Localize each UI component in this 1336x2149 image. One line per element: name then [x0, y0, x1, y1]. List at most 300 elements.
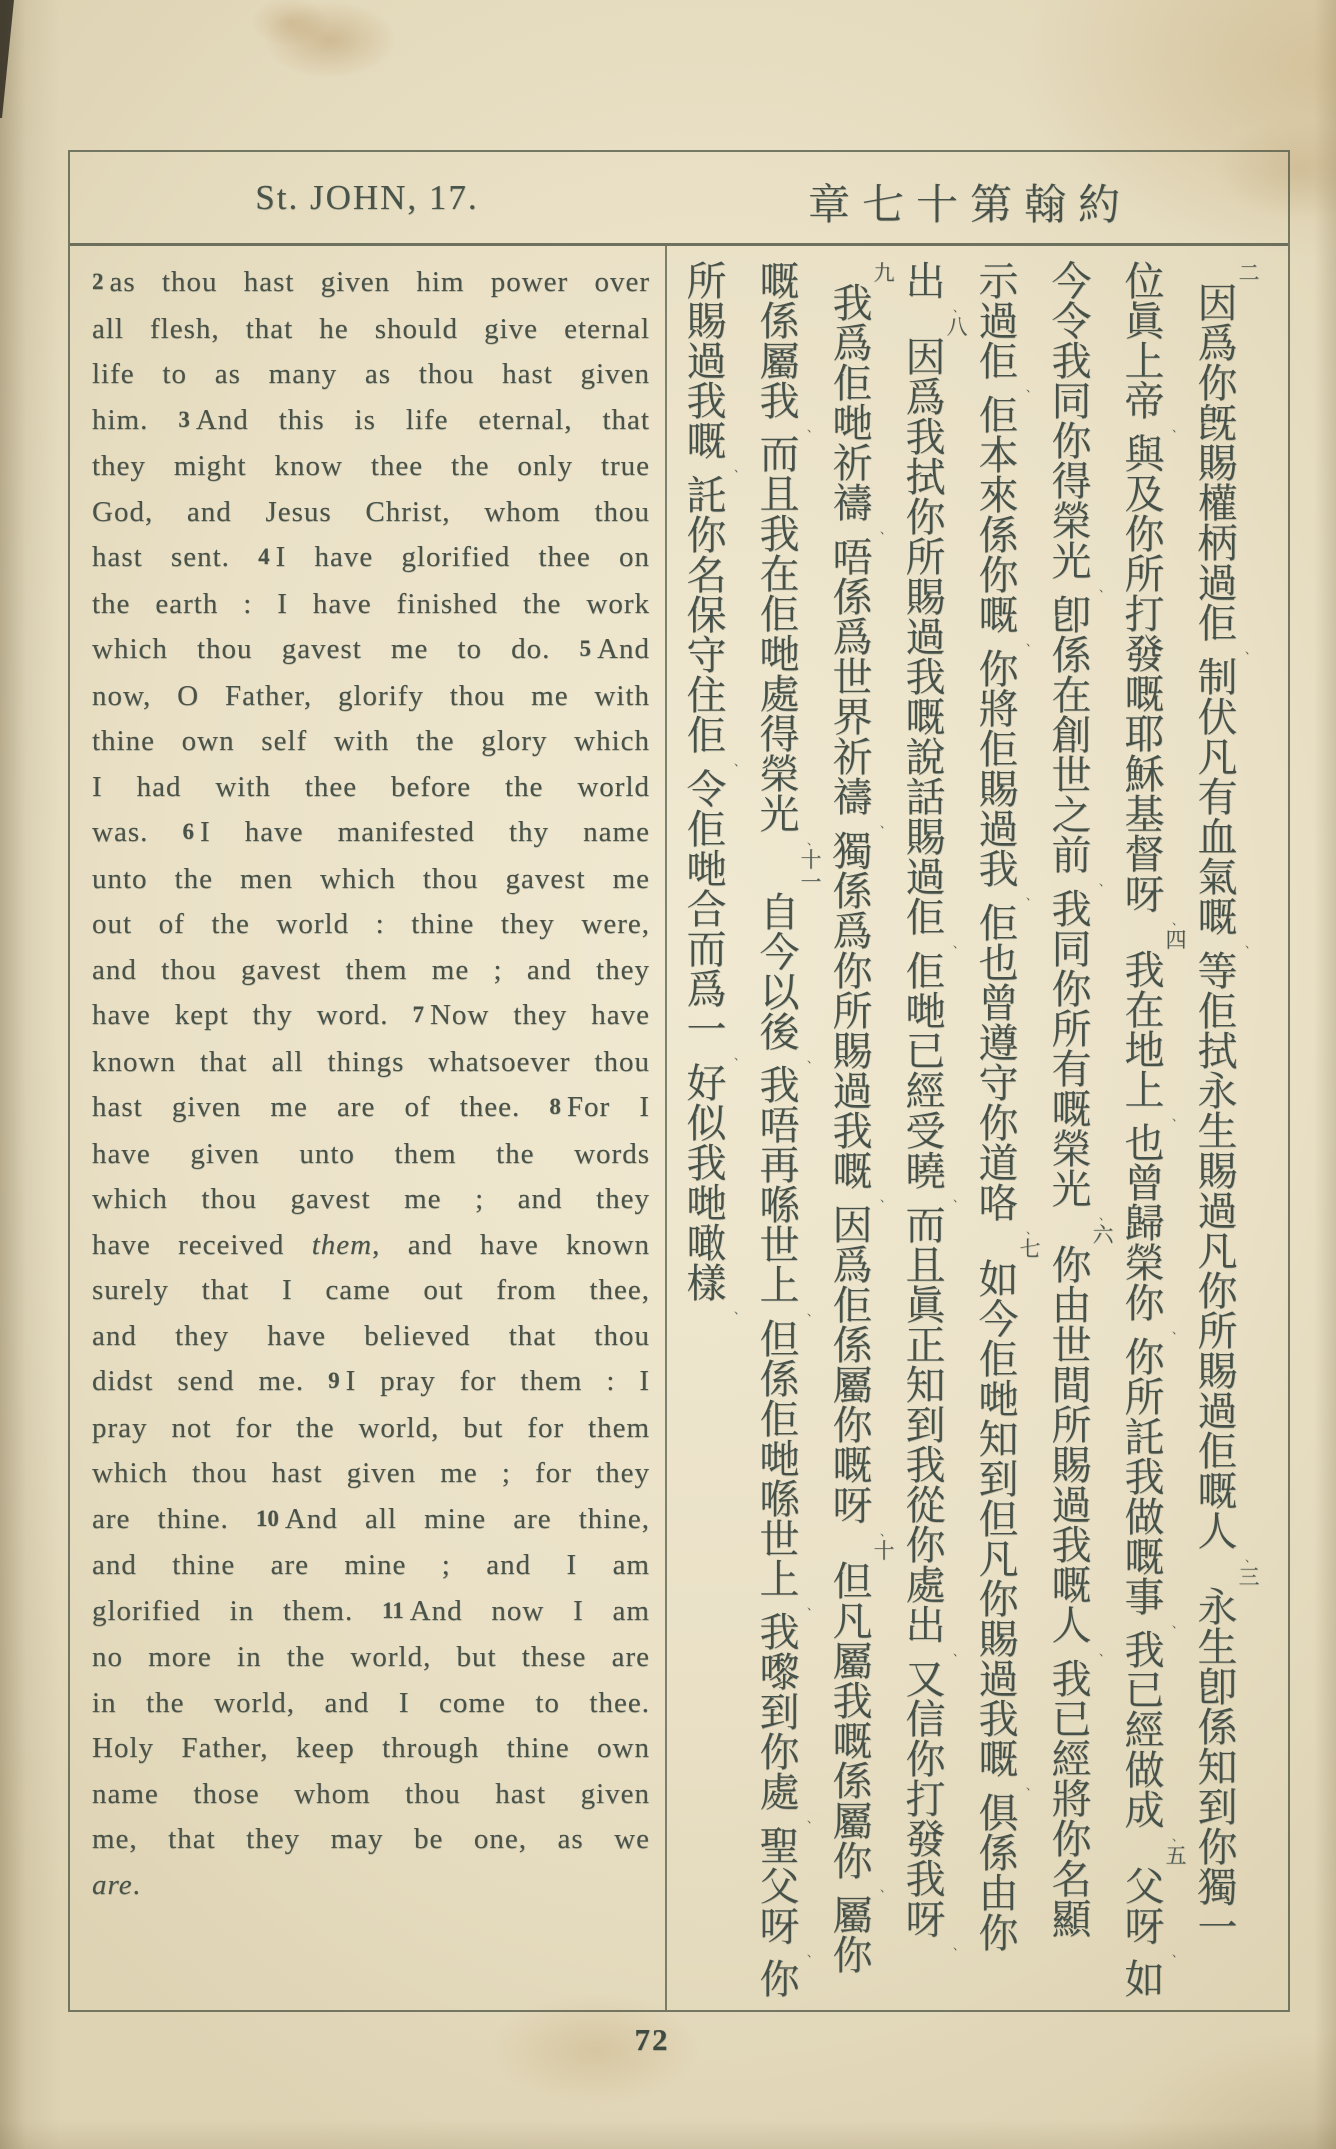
- chinese-character: 哋: [686, 847, 727, 893]
- chinese-character: 伏: [1197, 695, 1238, 741]
- chinese-punctuation: 、: [807, 1945, 818, 1959]
- chinese-character: 之: [1051, 793, 1092, 839]
- chinese-character: 如: [978, 1257, 1019, 1303]
- chinese-character: 好: [686, 1061, 727, 1107]
- chinese-character: 係: [832, 869, 873, 915]
- chinese-character: 屬: [832, 1799, 873, 1845]
- chinese-character: 由: [978, 1871, 1019, 1917]
- chinese-character: 喺: [759, 1476, 800, 1523]
- chinese-character: 住: [686, 673, 727, 719]
- chinese-character: 所: [1051, 1403, 1092, 1449]
- chinese-character: 唔: [832, 535, 873, 581]
- chinese-character: 督: [1124, 832, 1165, 879]
- chinese-character: 嘅: [832, 1719, 873, 1765]
- chinese-character: 過: [1197, 561, 1238, 607]
- chinese-character: 嘅: [978, 593, 1019, 639]
- chinese-character: 我: [686, 1141, 727, 1187]
- chinese-character: 上: [1124, 1067, 1165, 1114]
- chinese-character: 屬: [759, 339, 800, 385]
- chinese-character: 出: [905, 259, 946, 305]
- chinese-punctuation: 、: [1245, 937, 1256, 950]
- chinese-character: 做: [1124, 1748, 1165, 1795]
- chinese-punctuation: 、: [807, 1051, 818, 1065]
- chinese-punctuation: 、: [1099, 875, 1110, 888]
- chinese-character: 光: [759, 792, 800, 839]
- chinese-character: 且: [905, 1243, 946, 1289]
- chinese-column: [1108, 259, 1187, 2003]
- chinese-character: 榮: [759, 752, 800, 799]
- chinese-character: 賜: [1197, 1149, 1238, 1195]
- chinese-character: 我: [1051, 1657, 1092, 1703]
- chinese-character: 所: [1197, 1309, 1238, 1355]
- chinese-character: 我: [905, 655, 946, 701]
- chinese-character: 受: [905, 1109, 946, 1155]
- chinese-character: 曾: [1124, 1161, 1165, 1208]
- verse-text: .: [132, 1868, 141, 1901]
- chinese-character: 佢: [978, 1337, 1019, 1383]
- chinese-character: 我: [1124, 1628, 1165, 1675]
- english-header-title: St. JOHN, 17.: [255, 178, 479, 217]
- chinese-character: 榮: [1051, 1127, 1092, 1173]
- chinese-character: 人: [1197, 1509, 1238, 1555]
- chinese-character: 今: [978, 1297, 1019, 1343]
- chinese-character: 佢: [978, 393, 1019, 439]
- chinese-character: 在: [1124, 987, 1165, 1034]
- chinese-character: 到: [1197, 1785, 1238, 1831]
- chinese-character: 佢: [978, 901, 1019, 947]
- chinese-character: 世: [759, 1516, 800, 1563]
- chinese-character: 耶: [1124, 712, 1165, 759]
- chinese-character: 再: [759, 1143, 800, 1190]
- chinese-punctuation: 、: [807, 834, 818, 848]
- chinese-character: 一: [1197, 1905, 1238, 1951]
- chinese-character: 等: [1197, 949, 1238, 995]
- chinese-character: 屬: [832, 1363, 873, 1409]
- chinese-punctuation: 、: [880, 523, 891, 536]
- chinese-character: 光: [1051, 539, 1092, 585]
- chinese-punctuation: 、: [1099, 1645, 1110, 1658]
- verse-text: I have manifested thy name unto the men which thou gavest me out of the world : thine they were, and thou gavest them me ; and they have kept thy word.: [92, 816, 650, 1031]
- chinese-character: 但: [978, 1497, 1019, 1543]
- chinese-character: 賜: [832, 1029, 873, 1075]
- chinese-character: 嘅: [1051, 1563, 1092, 1609]
- chinese-character: 我: [978, 847, 1019, 893]
- chinese-character: 拭: [1197, 1029, 1238, 1075]
- chinese-character: 發: [905, 1817, 946, 1863]
- chinese-character: 祈: [832, 735, 873, 781]
- chinese-character: 間: [1051, 1363, 1092, 1409]
- chinese-character: 眞: [1124, 299, 1165, 345]
- verse-text: And now I am no more in the world, but these are in the world, and I come to thee. Holy Father, keep through thine own name those whom thou hast given me, that they may be one, as we: [92, 1594, 650, 1855]
- chinese-character: 本: [978, 433, 1019, 479]
- scan-corner-shadow: [0, 0, 16, 118]
- chinese-character: 將: [1051, 1777, 1092, 1823]
- chinese-character: 獨: [1197, 1865, 1238, 1911]
- chinese-character: 因: [832, 1203, 873, 1249]
- chinese-character: 如: [1124, 1956, 1165, 2003]
- chinese-character: 打: [905, 1777, 946, 1823]
- chinese-character: 榮: [1051, 499, 1092, 545]
- chinese-character: 經: [905, 1069, 946, 1115]
- chinese-character: 事: [1124, 1574, 1165, 1621]
- chinese-character: 帝: [1124, 379, 1165, 425]
- chinese-character: 呀: [1124, 872, 1165, 919]
- chinese-column: [962, 259, 1041, 2000]
- chinese-verse-marker: 四: [1165, 927, 1187, 952]
- chinese-character: 嘅: [686, 419, 727, 465]
- chinese-character: 係: [832, 1759, 873, 1805]
- chinese-character: 過: [1051, 1483, 1092, 1529]
- chinese-character: 係: [832, 575, 873, 621]
- chinese-character: 也: [978, 941, 1019, 987]
- chinese-character: 你: [759, 1956, 800, 2003]
- chinese-character: 成: [1124, 1788, 1165, 1835]
- chinese-character: 永: [1197, 1069, 1238, 1115]
- chinese-character: 你: [759, 1730, 800, 1777]
- chinese-character: 過: [686, 339, 727, 385]
- chinese-character: 基: [1124, 792, 1165, 839]
- chinese-character: 禱: [832, 481, 873, 527]
- chinese-character: 世: [1051, 1323, 1092, 1369]
- chinese-character: 嘅: [1197, 895, 1238, 941]
- chinese-character: 唔: [759, 1103, 800, 1150]
- chinese-character: 上: [759, 1556, 800, 1603]
- chinese-character: 佢: [978, 727, 1019, 773]
- chinese-character: 嘅: [978, 1737, 1019, 1783]
- chinese-punctuation: 、: [953, 301, 964, 314]
- chinese-character: 過: [905, 855, 946, 901]
- chinese-character: 制: [1197, 655, 1238, 701]
- chinese-character: 我: [832, 1679, 873, 1725]
- chinese-character: 呀: [1124, 1903, 1165, 1950]
- chinese-punctuation: 、: [1245, 1551, 1256, 1564]
- chinese-character: 知: [978, 1417, 1019, 1463]
- chinese-character: 爲: [686, 967, 727, 1013]
- chinese-character: 俱: [978, 1791, 1019, 1837]
- chinese-character: 旣: [1197, 401, 1238, 447]
- chinese-punctuation: 、: [734, 755, 745, 768]
- chinese-character: 創: [1051, 713, 1092, 759]
- chinese-character: 而: [759, 432, 800, 479]
- chinese-character: 你: [978, 647, 1019, 693]
- chinese-character: 今: [759, 929, 800, 976]
- chinese-character: 聖: [759, 1823, 800, 1870]
- chinese-character: 前: [1051, 833, 1092, 879]
- chinese-character: 我: [686, 379, 727, 425]
- chinese-punctuation: 、: [807, 1305, 818, 1319]
- chinese-character: 而: [686, 927, 727, 973]
- chinese-character: 我: [1124, 1454, 1165, 1501]
- chinese-character: 哋: [905, 989, 946, 1035]
- chinese-character: 屬: [832, 1639, 873, 1685]
- chinese-character: 你: [832, 1403, 873, 1449]
- chinese-character: 今: [1051, 259, 1092, 305]
- chinese-character: 血: [1197, 815, 1238, 861]
- chinese-punctuation: 、: [953, 1191, 964, 1204]
- chinese-character: 到: [905, 1403, 946, 1449]
- verse-text: I pray for them : I pray not for the world, but for them which thou hast given me ; for they are thine.: [92, 1365, 650, 1535]
- chinese-character: 你: [905, 495, 946, 541]
- chinese-column: [816, 261, 895, 2000]
- chinese-character: 你: [978, 1101, 1019, 1147]
- chinese-verse-marker: 六: [1092, 1223, 1114, 1247]
- chinese-character: 柄: [1197, 521, 1238, 567]
- chinese-character: 佢: [905, 949, 946, 995]
- chinese-character: 賜: [1051, 1443, 1092, 1489]
- chinese-character: 地: [1124, 1027, 1165, 1074]
- verse-number: 4: [258, 544, 270, 569]
- chinese-character: 爲: [832, 321, 873, 367]
- chinese-character: 所: [1124, 552, 1165, 599]
- chinese-character: 禱: [832, 775, 873, 821]
- chinese-character: 爲: [905, 375, 946, 421]
- chinese-character: 在: [759, 552, 800, 599]
- chinese-character: 生: [1197, 1625, 1238, 1671]
- chinese-character: 呀: [759, 1903, 800, 1950]
- chinese-character: 佢: [686, 713, 727, 759]
- chinese-character: 令: [1051, 299, 1092, 345]
- chinese-character: 噉: [686, 1221, 727, 1267]
- chinese-character: 有: [1051, 1047, 1092, 1093]
- chinese-character: 到: [759, 1690, 800, 1737]
- chinese-character: 發: [1124, 632, 1165, 679]
- english-text: [92, 260, 650, 1908]
- chinese-character: 生: [1197, 1109, 1238, 1155]
- chinese-character: 嘅: [1197, 1469, 1238, 1515]
- chinese-character: 父: [1124, 1863, 1165, 1910]
- chinese-character: 知: [905, 1363, 946, 1409]
- chinese-character: 曾: [978, 981, 1019, 1027]
- chinese-character: 以: [759, 969, 800, 1016]
- chinese-character: 我: [1124, 947, 1165, 994]
- chinese-character: 名: [686, 553, 727, 599]
- chinese-character: 佢: [759, 592, 800, 639]
- verse-text: For I have given unto them the words which thou gavest me ; and they have received: [92, 1091, 650, 1261]
- chinese-character: 過: [905, 615, 946, 661]
- chinese-character: 處: [905, 1563, 946, 1609]
- chinese-character: 一: [686, 1007, 727, 1053]
- chinese-punctuation: 、: [880, 1191, 891, 1204]
- chinese-character: 佢: [978, 339, 1019, 385]
- chinese-character: 過: [978, 1657, 1019, 1703]
- chinese-character: 係: [759, 299, 800, 345]
- chinese-character: 後: [759, 1009, 800, 1056]
- chinese-character: 係: [978, 513, 1019, 559]
- chinese-character: 自: [759, 889, 800, 936]
- chinese-character: 眞: [905, 1283, 946, 1329]
- chinese-character: 係: [832, 1323, 873, 1369]
- italic-word: are: [92, 1868, 133, 1901]
- chinese-character: 我: [905, 415, 946, 461]
- chinese-character: 同: [1051, 379, 1092, 425]
- chinese-character: 出: [905, 1603, 946, 1649]
- chinese-character: 賜: [978, 1617, 1019, 1663]
- chinese-punctuation: 、: [1172, 1616, 1183, 1630]
- chinese-character: 你: [1197, 1825, 1238, 1871]
- chinese-character: 託: [686, 473, 727, 519]
- chinese-character: 我: [832, 281, 873, 327]
- chinese-character: 合: [686, 887, 727, 933]
- chinese-character: 佢: [905, 895, 946, 941]
- chinese-character: 因: [1197, 281, 1238, 327]
- chinese-character: 權: [1197, 481, 1238, 527]
- chinese-character: 過: [978, 299, 1019, 345]
- chinese-character: 似: [686, 1101, 727, 1147]
- chinese-character: 我: [905, 1857, 946, 1903]
- chinese-character: 將: [978, 687, 1019, 733]
- chinese-punctuation: 、: [1172, 421, 1183, 434]
- chinese-verse-marker: 八: [946, 315, 968, 339]
- chinese-character: 但: [759, 1316, 800, 1363]
- verse-number: 3: [178, 406, 190, 432]
- chinese-character: 來: [978, 473, 1019, 519]
- chinese-character: 佢: [832, 361, 873, 407]
- chinese-punctuation: 、: [1026, 1223, 1037, 1236]
- chinese-character: 你: [1197, 361, 1238, 407]
- chinese-character: 嘅: [832, 1443, 873, 1489]
- chinese-punctuation: 、: [807, 1812, 818, 1826]
- chinese-character: 凡: [832, 1599, 873, 1645]
- chinese-punctuation: 、: [734, 1303, 745, 1316]
- chinese-character: 嚟: [759, 1650, 800, 1697]
- chinese-punctuation: 、: [953, 937, 964, 950]
- chinese-character: 嘅: [759, 259, 800, 305]
- chinese-character: 你: [1124, 1281, 1165, 1328]
- chinese-character: 嘅: [905, 695, 946, 741]
- chinese-character: 賜: [978, 767, 1019, 813]
- chinese-character: 你: [1051, 1243, 1092, 1289]
- chinese-character: 你: [832, 1933, 873, 1979]
- chinese-character: 世: [759, 1223, 800, 1270]
- chinese-character: 爲: [1197, 321, 1238, 367]
- chinese-punctuation: 、: [1172, 1830, 1183, 1844]
- chinese-verse-marker: 九: [873, 261, 895, 285]
- chinese-character: 過: [1197, 1389, 1238, 1435]
- chinese-character: 正: [905, 1323, 946, 1369]
- chinese-character: 道: [978, 1141, 1019, 1187]
- chinese-character: 處: [759, 672, 800, 719]
- verse-text: And now, O Father, glorify thou me with thine own self with the glory which I had with thee before the world was.: [92, 633, 650, 848]
- chinese-character: 佢: [1197, 601, 1238, 647]
- chinese-character: 經: [1124, 1708, 1165, 1755]
- chinese-character: 凡: [1197, 735, 1238, 781]
- chinese-character: 你: [978, 1577, 1019, 1623]
- chinese-character: 凡: [1197, 1229, 1238, 1275]
- chinese-punctuation: 、: [1026, 635, 1037, 648]
- chinese-character: 示: [978, 259, 1019, 305]
- chinese-character: 所: [832, 989, 873, 1035]
- chinese-character: 賜: [905, 815, 946, 861]
- verse-number: 5: [579, 636, 592, 661]
- chinese-character: 卽: [1051, 593, 1092, 639]
- page-header: [70, 152, 1288, 246]
- verse-text: I have glorified thee on the earth : I have finished the work which thou gavest me to do.: [92, 541, 651, 665]
- chinese-character: 我: [759, 1610, 800, 1657]
- page-number: 72: [634, 2022, 670, 2057]
- chinese-character: 呀: [905, 1897, 946, 1943]
- chinese-character: 世: [1051, 753, 1092, 799]
- verse-number: 6: [182, 819, 194, 844]
- chinese-character: 氣: [1197, 855, 1238, 901]
- chinese-character: 佢: [1197, 1429, 1238, 1475]
- chinese-character: 顯: [1051, 1897, 1092, 1943]
- page-frame: [68, 150, 1290, 2012]
- chinese-character: 你: [905, 1523, 946, 1569]
- chinese-character: 但: [832, 1559, 873, 1605]
- chinese-character: 有: [1197, 775, 1238, 821]
- chinese-column: [743, 259, 822, 2003]
- chinese-column: [670, 259, 745, 2000]
- chinese-character: 賜: [1197, 441, 1238, 487]
- chinese-character: 又: [905, 1657, 946, 1703]
- chinese-character: 爲: [832, 615, 873, 661]
- chinese-character: 且: [759, 472, 800, 519]
- chinese-character: 處: [759, 1770, 800, 1817]
- verse-text: , and have known surely that I came out from thee, and they have believed that thou didst send me.: [92, 1228, 651, 1397]
- chinese-character: 哋: [978, 1377, 1019, 1423]
- chinese-character: 已: [905, 1029, 946, 1075]
- chinese-character: 從: [905, 1483, 946, 1529]
- chinese-character: 你: [1051, 1817, 1092, 1863]
- chinese-character: 保: [686, 593, 727, 639]
- chinese-punctuation: 、: [953, 1645, 964, 1658]
- chinese-character: 你: [978, 553, 1019, 599]
- chinese-column: [889, 259, 968, 2000]
- verse-number: 9: [328, 1368, 340, 1393]
- chinese-character: 賜: [686, 299, 727, 345]
- chinese-punctuation: 、: [880, 1881, 891, 1894]
- italic-word: them: [311, 1228, 373, 1261]
- chinese-character: 永: [1197, 1585, 1238, 1631]
- verse-number: 11: [381, 1597, 404, 1623]
- chinese-character: 及: [1124, 472, 1165, 519]
- chinese-character: 託: [1124, 1414, 1165, 1461]
- chinese-character: 嘅: [1124, 672, 1165, 719]
- chinese-character: 曉: [905, 1149, 946, 1195]
- chinese-character: 係: [1051, 633, 1092, 679]
- chinese-character: 榮: [1124, 1241, 1165, 1288]
- chinese-character: 我: [1051, 887, 1092, 933]
- verse-number: 7: [412, 1002, 424, 1027]
- chinese-character: 信: [905, 1697, 946, 1743]
- chinese-character: 佢: [759, 1396, 800, 1443]
- chinese-punctuation: 、: [953, 1939, 964, 1952]
- chinese-character: 咯: [978, 1181, 1019, 1227]
- chinese-character: 令: [686, 767, 727, 813]
- chinese-text-columns: [667, 259, 1260, 2003]
- verse-number: 8: [549, 1094, 561, 1119]
- chinese-character: 守: [686, 633, 727, 679]
- chinese-character: 所: [1124, 1374, 1165, 1421]
- chinese-character: 係: [1197, 1705, 1238, 1751]
- chinese-punctuation: 、: [807, 421, 818, 434]
- chinese-character: 穌: [1124, 752, 1165, 799]
- chinese-character: 過: [1197, 1189, 1238, 1235]
- chinese-punctuation: 、: [1172, 914, 1183, 928]
- chinese-character: 你: [1051, 967, 1092, 1013]
- chinese-character: 在: [1051, 673, 1092, 719]
- chinese-character: 光: [1051, 1167, 1092, 1213]
- chinese-character: 爲: [832, 1243, 873, 1289]
- chinese-character: 我: [1051, 1523, 1092, 1569]
- chinese-character: 我: [905, 1443, 946, 1489]
- chinese-character: 上: [759, 1263, 800, 1310]
- chinese-character: 遵: [978, 1021, 1019, 1067]
- chinese-character: 話: [905, 775, 946, 821]
- chinese-verse-marker: 七: [1019, 1237, 1041, 1261]
- chinese-character: 由: [1051, 1283, 1092, 1329]
- chinese-character: 我: [1051, 339, 1092, 385]
